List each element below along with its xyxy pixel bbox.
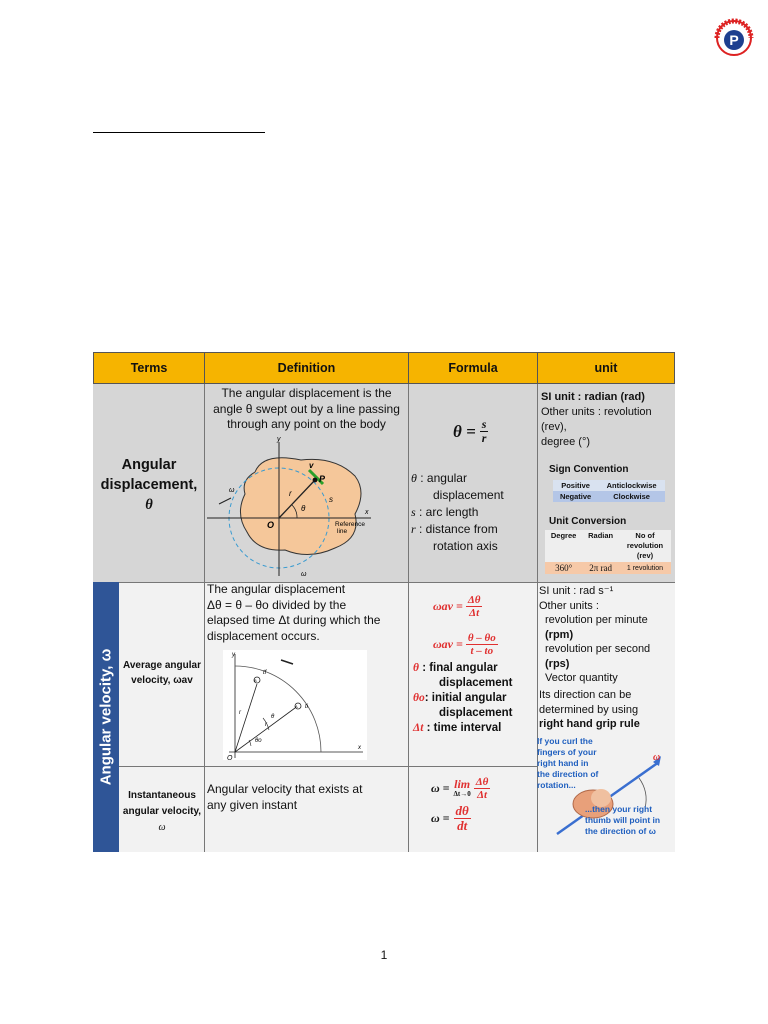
unit-angular-velocity: SI unit : rad s⁻¹ Other units : revolution per minute (rpm) revolution per second (rps) Vector quantity: [539, 585, 651, 684]
svg-text:ω: ω: [229, 487, 235, 494]
definition-angular-displacement: The angular displacement is the angle θ swept out by a line passing through any point on the body: [213, 386, 400, 431]
header-unit: unit: [537, 352, 675, 384]
svg-text:ω: ω: [301, 571, 307, 578]
right-hand-rule-text: Its direction can be determined by using right hand grip rule: [539, 689, 640, 730]
formula-instantaneous-derivative: ω = $\frac{d\theta}{dt}$: [431, 803, 469, 833]
term-instantaneous-angular-velocity: Instantaneous angular velocity, ω: [122, 790, 202, 833]
angular-motion-table: [93, 352, 675, 852]
svg-text:r: r: [265, 722, 267, 728]
svg-text:P: P: [729, 32, 739, 48]
page-number: 1: [380, 948, 388, 962]
formula-average-2: ωav = $\frac{\theta - \theta o}{t - to}$: [433, 632, 496, 657]
svg-text:θ: θ: [271, 714, 275, 720]
average-angular-velocity-diagram: [223, 650, 367, 760]
svg-text:r: r: [239, 710, 241, 716]
formula-theta: θ = $\frac{s}{r}$: [453, 417, 487, 445]
header-formula: Formula: [408, 352, 538, 384]
angular-velocity-label: Angular velocity, ω: [97, 648, 115, 786]
formula-instantaneous-limit: ω = lim Δt→0 Δθ Δt: [431, 776, 489, 801]
sign-convention-table: Positive Anticlockwise Negative Clockwise: [553, 480, 665, 502]
svg-text:x: x: [365, 509, 369, 516]
svg-text:y: y: [232, 652, 235, 658]
sign-convention-title: Sign Convention: [549, 464, 629, 475]
svg-text:P: P: [319, 474, 326, 484]
svg-text:y: y: [277, 436, 281, 443]
svg-text:Reference: Reference: [335, 521, 365, 528]
title-underline: [93, 132, 265, 133]
svg-text:x: x: [358, 745, 361, 751]
university-logo: [712, 18, 756, 58]
svg-text:θo: θo: [255, 738, 262, 744]
hand-rule-caption-2: ...then your right thumb will point in the direction of ω: [585, 804, 661, 836]
term-average-angular-velocity: Average angular velocity, ωav: [123, 660, 201, 686]
svg-text:v: v: [309, 461, 314, 470]
omega-vector-icon: ω: [653, 752, 661, 763]
angular-displacement-diagram: [205, 434, 377, 582]
unit-angular-displacement: SI unit : radian (rad) Other units : revolution (rev), degree (°): [541, 391, 652, 448]
unit-conversion-table: Degree Radian No of revolution (rev) 360° 2π rad 1 revolution: [545, 530, 671, 574]
formula-average-1: ωav = $\frac{\Delta\theta}{\Delta t}$: [433, 594, 481, 619]
svg-text:s: s: [329, 495, 333, 504]
term-angular-displacement: Angular displacement, θ: [100, 457, 198, 513]
svg-text:θ: θ: [301, 504, 306, 513]
svg-text:ti: ti: [305, 704, 308, 710]
unit-conversion-title: Unit Conversion: [549, 516, 627, 527]
svg-text:r: r: [289, 489, 292, 498]
svg-text:B: B: [254, 678, 257, 683]
svg-text:A: A: [295, 704, 298, 709]
svg-text:tf: tf: [263, 670, 267, 676]
formula-legend-average: θ : final angular displacement θo: initial angular displacement Δt : time interval: [413, 662, 513, 734]
header-terms: Terms: [93, 352, 205, 384]
svg-text:line: line: [337, 528, 348, 535]
definition-average-angular-velocity: The angular displacement Δθ = θ – θo divided by the elapsed time Δt during which the displacement occurs.: [207, 582, 381, 643]
hand-rule-caption-1: If you curl the fingers of your right hand in the direction of rotation...: [537, 736, 599, 790]
svg-text:O: O: [267, 520, 275, 530]
formula-legend-displacement: θ : angular displacement s : arc length r : distance from rotation axis: [411, 471, 504, 553]
svg-text:O: O: [227, 755, 233, 760]
definition-instantaneous-angular-velocity: Angular velocity that exists at any given instant: [207, 782, 363, 812]
header-definition: Definition: [204, 352, 409, 384]
